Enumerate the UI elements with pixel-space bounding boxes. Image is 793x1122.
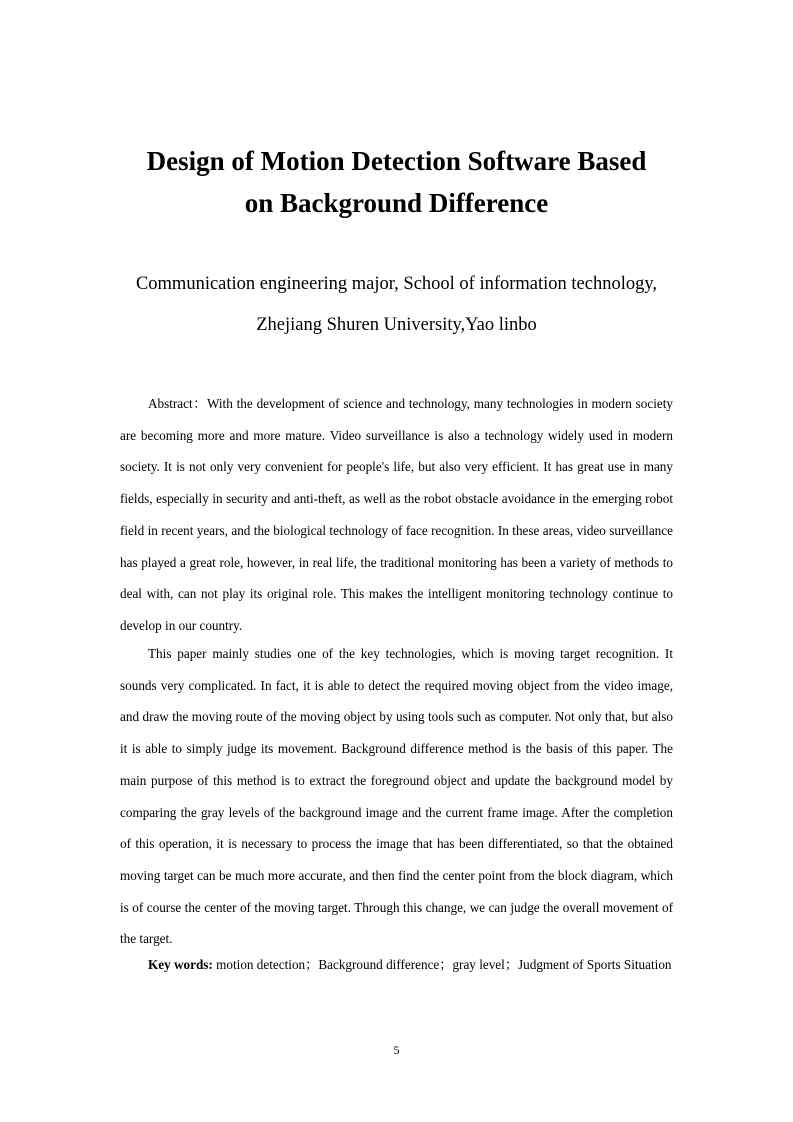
paper-title-line-2: on Background Difference bbox=[244, 188, 549, 218]
body-section bbox=[120, 638, 673, 955]
keywords-text: motion detection；Background difference；gray level；Judgment of Sports Situation bbox=[216, 957, 672, 972]
paper-title-line-1: Design of Motion Detection Software Based bbox=[146, 146, 647, 176]
page-number: 5 bbox=[393, 1043, 400, 1057]
abstract-section bbox=[120, 388, 673, 642]
abstract-paragraph bbox=[120, 388, 673, 642]
keywords-section bbox=[120, 949, 673, 981]
abstract-label: Abstract： bbox=[148, 396, 207, 411]
paper-title bbox=[100, 140, 693, 224]
abstract-text: With the development of science and technology, many technologies in modern society are becoming more and more mature. Video surveillance is also a technology widely used in modern society. It is not only very convenient for people's life, but also very efficient. It has great use in many fields, especially in security and anti-theft, as well as the robot obstacle avoidance in the emerging robot field in recent years, and the biological technology of face recognition. In these areas, video surveillance has played a great role, however, in real life, the traditional monitoring has been a variety of methods to deal with, can not play its original role. This makes the intelligent monitoring technology continue to develop in our country. bbox=[120, 396, 673, 633]
body-paragraph: This paper mainly studies one of the key technologies, which is moving target recognition. It sounds very complicated. In fact, it is able to detect the required moving object from the video image, and draw the moving route of the moving object by using tools such as computer. Not only that, but also it is able to simply judge its movement. Background difference method is the basis of this paper. The main purpose of this method is to extract the foreground object and update the background model by comparing the gray levels of the background image and the current frame image. After the completion of this operation, it is necessary to process the image that has been differentiated, so that the obtained moving target can be much more accurate, and then find the center point from the block diagram, which is of course the center of the moving target. Through this change, we can judge the overall movement of the target. bbox=[120, 646, 673, 947]
keywords-label: Key words: bbox=[148, 957, 213, 972]
keywords-paragraph bbox=[120, 949, 673, 981]
author-affiliation-line-2: Zhejiang Shuren University,Yao linbo bbox=[256, 315, 537, 335]
author-affiliation-line-1: Communication engineering major, School of information technology, bbox=[135, 274, 658, 294]
